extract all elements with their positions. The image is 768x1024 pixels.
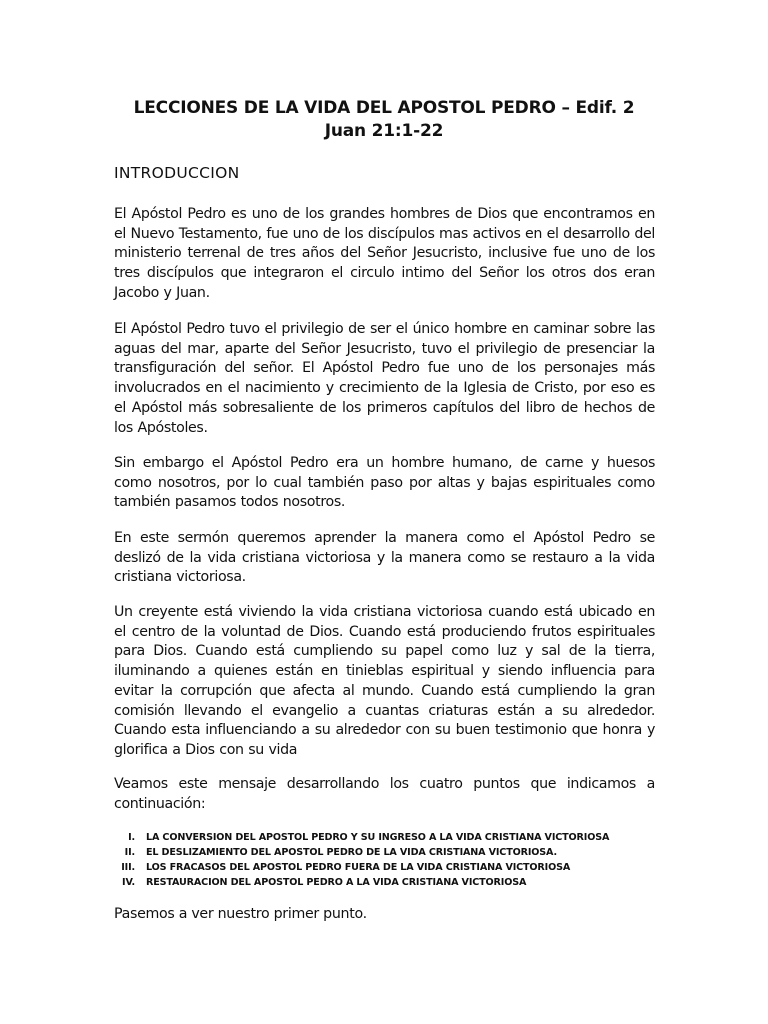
paragraph-3: Sin embargo el Apóstol Pedro era un hombre humano, de carne y huesos como nosotros, por lo cual también paso por altas y bajas espirituales como también pasamos todos nosotros.: [114, 455, 655, 511]
title-line-1: LECCIONES DE LA VIDA DEL APOSTOL PEDRO – Edif. 2: [133, 98, 635, 118]
list-item-text: EL DESLIZAMIENTO DEL APOSTOL PEDRO DE LA VIDA CRISTIANA VICTORIOSA.: [146, 847, 557, 858]
list-item-number: III.: [121, 862, 135, 873]
list-item: [114, 830, 609, 845]
list-item: [114, 845, 609, 860]
list-item-number: IV.: [122, 877, 135, 888]
points-list: [114, 830, 609, 890]
list-item: [114, 860, 609, 875]
paragraph-5: Un creyente está viviendo la vida cristiana victoriosa cuando está ubicado en el centro de la voluntad de Dios. Cuando está produciendo frutos espirituales para Dios. Cuando está cumpliendo su papel como luz y sal de la tierra, iluminando a quienes están en tinieblas espiritual y siendo influencia para evitar la corrupción que afecta al mundo. Cuando está cumpliendo la gran comisión llevando el evangelio a cuantas criaturas están a su alrededor. Cuando esta influenciando a su alrededor con su buen testimonio que honra y glorifica a Dios con su vida: [114, 604, 655, 758]
list-item-text: LA CONVERSION DEL APOSTOL PEDRO Y SU INGRESO A LA VIDA CRISTIANA VICTORIOSA: [146, 832, 610, 843]
paragraph-1: El Apóstol Pedro es uno de los grandes hombres de Dios que encontramos en el Nuevo Testamento, fue uno de los discípulos mas activos en el desarrollo del ministerio terrenal de tres años del Señor Jesucristo, inclusive fue uno de los tres discípulos que integraron el circulo intimo del Señor los otros dos eran Jacobo y Juan.: [114, 206, 656, 301]
list-item-number: II.: [124, 847, 135, 858]
section-heading: INTRODUCCION: [114, 164, 240, 182]
list-item-text: LOS FRACASOS DEL APOSTOL PEDRO FUERA DE LA VIDA CRISTIANA VICTORIOSA: [146, 862, 571, 873]
paragraph-6: Veamos este mensaje desarrollando los cuatro puntos que indicamos a continuación:: [114, 776, 655, 812]
list-item: [114, 875, 609, 890]
document-title: [100, 97, 668, 143]
paragraph-2: El Apóstol Pedro tuvo el privilegio de ser el único hombre en caminar sobre las aguas del mar, aparte del Señor Jesucristo, tuvo el privilegio de presenciar la transfiguración del señor. El Apóstol Pedro fue uno de los personajes más involucrados en el nacimiento y crecimiento de la Iglesia de Cristo, por eso es el Apóstol más sobresaliente de los primeros capítulos del libro de hechos de los Apóstoles.: [114, 321, 655, 436]
list-item-number: I.: [128, 832, 135, 843]
title-line-2: Juan 21:1-22: [324, 121, 444, 141]
paragraph-4: En este sermón queremos aprender la manera como el Apóstol Pedro se deslizó de la vida cristiana victoriosa y la manera como se restauro a la vida cristiana victoriosa.: [114, 530, 655, 586]
closing-sentence: Pasemos a ver nuestro primer punto.: [114, 906, 367, 922]
list-item-text: RESTAURACION DEL APOSTOL PEDRO A LA VIDA CRISTIANA VICTORIOSA: [146, 877, 527, 888]
